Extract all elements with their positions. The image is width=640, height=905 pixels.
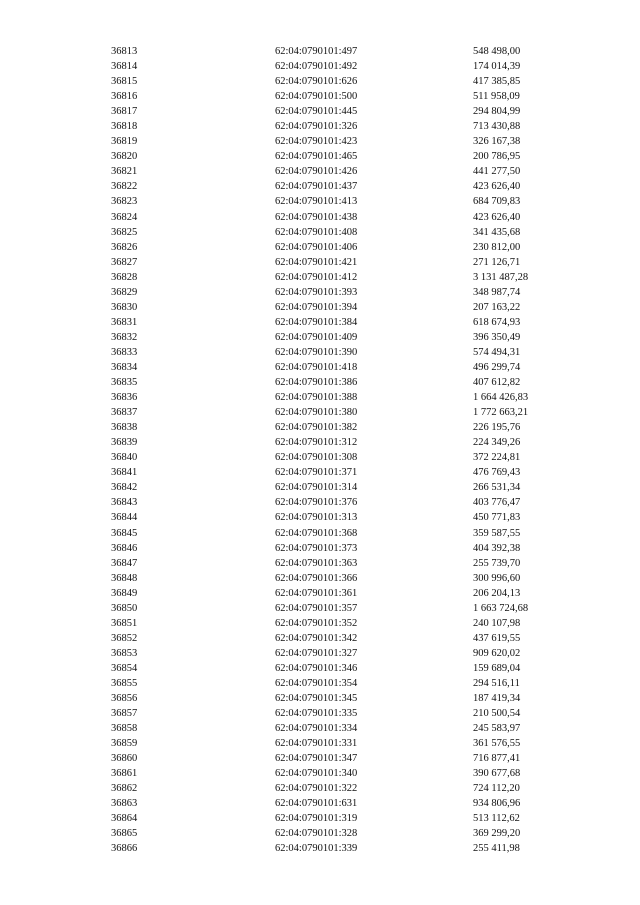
table-row (0, 270, 640, 285)
table-row (0, 255, 640, 270)
table-row (0, 796, 640, 811)
table-row (0, 751, 640, 766)
cadastral-number: 62:04:0790101:319 (275, 813, 358, 825)
cadastral-number: 62:04:0790101:331 (275, 738, 358, 750)
row-number: 36816 (111, 91, 138, 103)
cadastral-value: 359 587,55 (473, 527, 521, 539)
cadastral-number: 62:04:0790101:445 (275, 106, 358, 118)
table-row (0, 766, 640, 781)
row-number: 36831 (111, 316, 138, 328)
table-row (0, 119, 640, 134)
cadastral-value: 716 877,41 (473, 753, 521, 765)
table-row (0, 225, 640, 240)
row-number: 36813 (111, 46, 138, 57)
table-row (0, 781, 640, 796)
table-row (0, 811, 640, 826)
row-number: 36837 (111, 407, 138, 419)
cadastral-value: 417 385,85 (473, 76, 521, 88)
cadastral-number: 62:04:0790101:409 (275, 331, 358, 343)
cadastral-number: 62:04:0790101:412 (275, 271, 358, 283)
table-row (0, 330, 640, 345)
cadastral-number: 62:04:0790101:345 (275, 693, 358, 705)
row-number: 36823 (111, 196, 138, 208)
row-number: 36815 (111, 76, 138, 88)
row-number: 36849 (111, 587, 138, 599)
row-number: 36844 (111, 512, 138, 524)
cadastral-number: 62:04:0790101:347 (275, 753, 358, 765)
row-number: 36830 (111, 301, 138, 313)
cadastral-number: 62:04:0790101:368 (275, 527, 358, 539)
cadastral-value: 294 516,11 (473, 677, 520, 689)
cadastral-value: 294 804,99 (473, 106, 521, 118)
cadastral-value: 230 812,00 (473, 241, 521, 253)
row-number: 36819 (111, 136, 138, 148)
cadastral-value: 3 131 487,28 (473, 271, 529, 283)
table-row (0, 435, 640, 450)
cadastral-value: 159 689,04 (473, 662, 521, 674)
cadastral-number: 62:04:0790101:335 (275, 708, 358, 720)
row-number: 36842 (111, 482, 138, 494)
cadastral-value: 207 163,22 (473, 301, 521, 313)
cadastral-number: 62:04:0790101:438 (275, 211, 358, 223)
cadastral-value: 476 769,43 (473, 467, 521, 479)
table-row (0, 74, 640, 89)
cadastral-number: 62:04:0790101:376 (275, 497, 358, 509)
cadastral-value: 450 771,83 (473, 512, 521, 524)
table-row (0, 315, 640, 330)
cadastral-number: 62:04:0790101:354 (275, 677, 358, 689)
cadastral-value: 390 677,68 (473, 768, 521, 780)
table-row (0, 194, 640, 209)
row-number: 36824 (111, 211, 138, 223)
table-row (0, 736, 640, 751)
table-row (0, 300, 640, 315)
cadastral-number: 62:04:0790101:465 (275, 151, 358, 163)
row-number: 36862 (111, 783, 138, 795)
cadastral-value: 266 531,34 (473, 482, 521, 494)
table-row (0, 826, 640, 841)
row-number: 36852 (111, 632, 138, 644)
cadastral-value: 255 739,70 (473, 557, 521, 569)
cadastral-number: 62:04:0790101:626 (275, 76, 358, 88)
cadastral-value: 174 014,39 (473, 61, 521, 73)
table-row (0, 480, 640, 495)
cadastral-number: 62:04:0790101:312 (275, 437, 358, 449)
row-number: 36856 (111, 693, 138, 705)
table-row (0, 210, 640, 225)
row-number: 36853 (111, 647, 138, 659)
row-number: 36841 (111, 467, 138, 479)
row-number: 36829 (111, 286, 138, 298)
cadastral-value: 437 619,55 (473, 632, 521, 644)
cadastral-number: 62:04:0790101:313 (275, 512, 358, 524)
row-number: 36839 (111, 437, 138, 449)
table-row (0, 510, 640, 525)
cadastral-value: 206 204,13 (473, 587, 521, 599)
cadastral-number: 62:04:0790101:390 (275, 346, 358, 358)
row-number: 36847 (111, 557, 138, 569)
cadastral-value: 187 419,34 (473, 693, 521, 705)
table-row (0, 571, 640, 586)
cadastral-number: 62:04:0790101:326 (275, 121, 358, 133)
table-row (0, 541, 640, 556)
row-number: 36855 (111, 677, 138, 689)
cadastral-number: 62:04:0790101:492 (275, 61, 358, 73)
cadastral-value: 496 299,74 (473, 361, 521, 373)
row-number: 36828 (111, 271, 138, 283)
row-number: 36835 (111, 377, 138, 389)
cadastral-value: 724 112,20 (473, 783, 520, 795)
row-number: 36821 (111, 166, 138, 178)
row-number: 36863 (111, 798, 138, 810)
table-row (0, 44, 640, 59)
row-number: 36861 (111, 768, 138, 780)
cadastral-number: 62:04:0790101:497 (275, 46, 358, 57)
row-number: 36859 (111, 738, 138, 750)
cadastral-number: 62:04:0790101:340 (275, 768, 358, 780)
row-number: 36864 (111, 813, 138, 825)
cadastral-value: 240 107,98 (473, 617, 521, 629)
cadastral-number: 62:04:0790101:393 (275, 286, 358, 298)
cadastral-number: 62:04:0790101:394 (275, 301, 358, 313)
cadastral-number: 62:04:0790101:384 (275, 316, 358, 328)
table-row (0, 465, 640, 480)
cadastral-number: 62:04:0790101:308 (275, 452, 358, 464)
table-row (0, 556, 640, 571)
cadastral-number: 62:04:0790101:388 (275, 392, 358, 404)
cadastral-number: 62:04:0790101:366 (275, 572, 358, 584)
cadastral-number: 62:04:0790101:363 (275, 557, 358, 569)
row-number: 36817 (111, 106, 138, 118)
cadastral-number: 62:04:0790101:421 (275, 256, 358, 268)
table-row (0, 586, 640, 601)
cadastral-number: 62:04:0790101:423 (275, 136, 358, 148)
table-row (0, 676, 640, 691)
cadastral-value: 934 806,96 (473, 798, 521, 810)
cadastral-value: 271 126,71 (473, 256, 521, 268)
cadastral-value: 423 626,40 (473, 181, 521, 193)
row-number: 36845 (111, 527, 138, 539)
table-row (0, 390, 640, 405)
cadastral-value: 341 435,68 (473, 226, 521, 238)
row-number: 36820 (111, 151, 138, 163)
cadastral-number: 62:04:0790101:371 (275, 467, 358, 479)
cadastral-number: 62:04:0790101:322 (275, 783, 358, 795)
cadastral-value: 361 576,55 (473, 738, 521, 750)
table-row (0, 601, 640, 616)
table-row (0, 360, 640, 375)
cadastral-value: 369 299,20 (473, 828, 521, 840)
cadastral-number: 62:04:0790101:373 (275, 542, 358, 554)
table-row (0, 89, 640, 104)
row-number: 36843 (111, 497, 138, 509)
table-row (0, 691, 640, 706)
cadastral-value: 372 224,81 (473, 452, 521, 464)
cadastral-value: 618 674,93 (473, 316, 521, 328)
cadastral-number: 62:04:0790101:334 (275, 723, 358, 735)
cadastral-value: 404 392,38 (473, 542, 521, 554)
cadastral-value: 1 663 724,68 (473, 602, 529, 614)
table-row (0, 526, 640, 541)
row-number: 36866 (111, 843, 138, 855)
table-row (0, 240, 640, 255)
cadastral-number: 62:04:0790101:327 (275, 647, 358, 659)
cadastral-value: 226 195,76 (473, 422, 521, 434)
table-row (0, 285, 640, 300)
cadastral-number: 62:04:0790101:339 (275, 843, 358, 855)
cadastral-value: 548 498,00 (473, 46, 521, 57)
cadastral-number: 62:04:0790101:357 (275, 602, 358, 614)
cadastral-number: 62:04:0790101:361 (275, 587, 358, 599)
row-number: 36857 (111, 708, 138, 720)
row-number: 36836 (111, 392, 138, 404)
row-number: 36848 (111, 572, 138, 584)
cadastral-value: 574 494,31 (473, 346, 521, 358)
row-number: 36827 (111, 256, 138, 268)
table-row (0, 721, 640, 736)
table-row (0, 420, 640, 435)
table-row (0, 495, 640, 510)
cadastral-number: 62:04:0790101:413 (275, 196, 358, 208)
cadastral-number: 62:04:0790101:437 (275, 181, 358, 193)
cadastral-value: 348 987,74 (473, 286, 521, 298)
cadastral-value: 396 350,49 (473, 331, 521, 343)
cadastral-value: 210 500,54 (473, 708, 521, 720)
cadastral-value: 407 612,82 (473, 377, 521, 389)
row-number: 36840 (111, 452, 138, 464)
cadastral-value: 713 430,88 (473, 121, 521, 133)
row-number: 36814 (111, 61, 138, 73)
row-number: 36833 (111, 346, 138, 358)
cadastral-value: 326 167,38 (473, 136, 521, 148)
row-number: 36822 (111, 181, 138, 193)
cadastral-value: 423 626,40 (473, 211, 521, 223)
cadastral-value: 300 996,60 (473, 572, 521, 584)
row-number: 36846 (111, 542, 138, 554)
cadastral-value: 1 772 663,21 (473, 407, 529, 419)
cadastral-value: 403 776,47 (473, 497, 521, 509)
cadastral-value: 513 112,62 (473, 813, 520, 825)
row-number: 36832 (111, 331, 138, 343)
table-row (0, 450, 640, 465)
row-number: 36865 (111, 828, 138, 840)
cadastral-number: 62:04:0790101:352 (275, 617, 358, 629)
table-row (0, 149, 640, 164)
cadastral-number: 62:04:0790101:418 (275, 361, 358, 373)
cadastral-value: 684 709,83 (473, 196, 521, 208)
table-row (0, 646, 640, 661)
cadastral-number: 62:04:0790101:500 (275, 91, 358, 103)
cadastral-number: 62:04:0790101:406 (275, 241, 358, 253)
row-number: 36826 (111, 241, 138, 253)
cadastral-number: 62:04:0790101:408 (275, 226, 358, 238)
data-table (0, 44, 640, 857)
row-number: 36825 (111, 226, 138, 238)
cadastral-value: 255 411,98 (473, 843, 520, 855)
row-number: 36854 (111, 662, 138, 674)
cadastral-number: 62:04:0790101:342 (275, 632, 358, 644)
cadastral-number: 62:04:0790101:328 (275, 828, 358, 840)
cadastral-value: 909 620,02 (473, 647, 521, 659)
table-row (0, 179, 640, 194)
table-row (0, 164, 640, 179)
row-number: 36818 (111, 121, 138, 133)
table-row (0, 134, 640, 149)
table-row (0, 706, 640, 721)
cadastral-value: 1 664 426,83 (473, 392, 529, 404)
table-row (0, 631, 640, 646)
cadastral-number: 62:04:0790101:346 (275, 662, 358, 674)
table-row (0, 59, 640, 74)
cadastral-value: 200 786,95 (473, 151, 521, 163)
row-number: 36838 (111, 422, 138, 434)
table-row (0, 345, 640, 360)
cadastral-value: 511 958,09 (473, 91, 520, 103)
cadastral-number: 62:04:0790101:314 (275, 482, 358, 494)
cadastral-number: 62:04:0790101:631 (275, 798, 358, 810)
cadastral-number: 62:04:0790101:380 (275, 407, 358, 419)
cadastral-value: 224 349,26 (473, 437, 521, 449)
row-number: 36850 (111, 602, 138, 614)
table-row (0, 375, 640, 390)
table-row (0, 405, 640, 420)
row-number: 36860 (111, 753, 138, 765)
table-row (0, 841, 640, 856)
table-row (0, 104, 640, 119)
cadastral-value: 245 583,97 (473, 723, 521, 735)
row-number: 36851 (111, 617, 138, 629)
cadastral-value: 441 277,50 (473, 166, 521, 178)
row-number: 36858 (111, 723, 138, 735)
row-number: 36834 (111, 361, 138, 373)
cadastral-number: 62:04:0790101:386 (275, 377, 358, 389)
cadastral-number: 62:04:0790101:426 (275, 166, 358, 178)
table-row (0, 616, 640, 631)
cadastral-number: 62:04:0790101:382 (275, 422, 358, 434)
table-row (0, 661, 640, 676)
